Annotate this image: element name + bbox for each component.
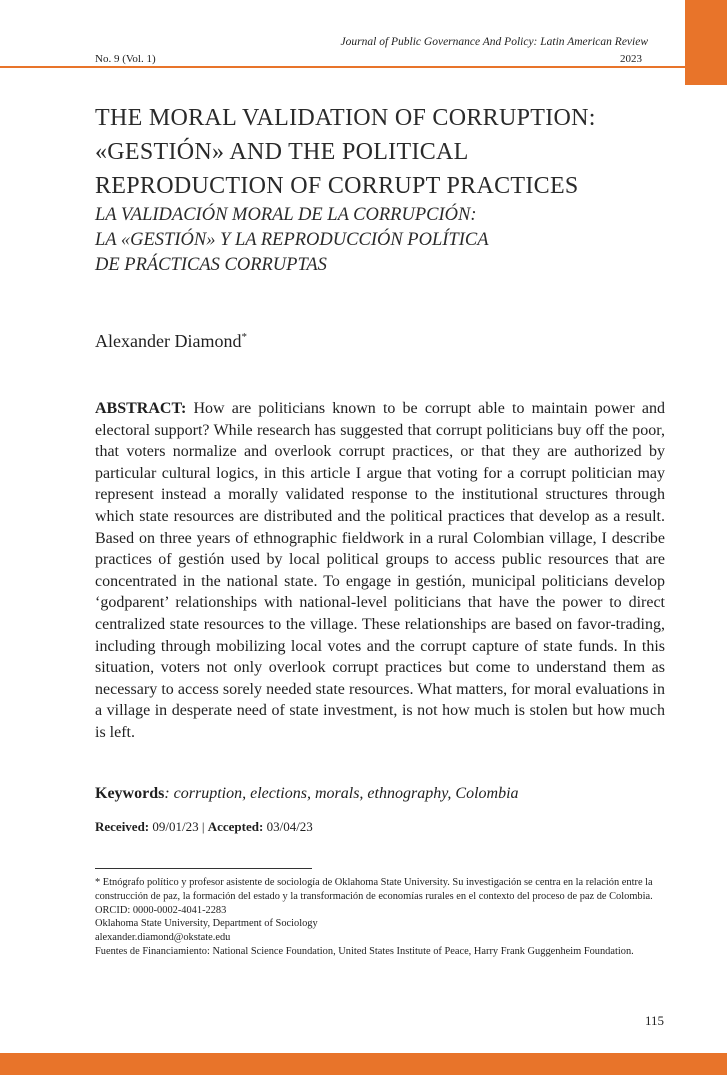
footnote-affiliation: Oklahoma State University, Department of Sociology	[95, 918, 318, 930]
abstract-text: How are politicians known to be corrupt able to maintain power and electoral support? While research has suggested that corrupt politicians buy off the poor, that voters normalize and overlook corrupt practices, or that they are authorized by particular cultural logics, in this article I argue that voting for a corrupt politician may represent instead a morally validated response to the institutional structures through which state resources are distributed and the political practices that develop as a result. Based on three years of ethnographic fieldwork in a rural Colombian village, I describe practices of gestión used by local political groups to access public resources that are concentrated in the national state. To engage in gestión, municipal politicians develop ‘godparent’ relationships with national-level politicians that have the power to direct centralized state resources to the village. These relationships are based on favor-trading, including through mobilizing local votes and the corrupt capture of state funds. In this situation, voters not only overlook corrupt practices but come to understand them as necessary to access sorely needed state resources. What matters, for moral evaluations in a village in desperate need of state investment, is not how much is stolen but how much is left.	[95, 400, 665, 741]
footnote-rule	[95, 868, 312, 869]
keywords-label: Keywords	[95, 785, 165, 802]
title-es-line: LA «GESTIÓN» Y LA REPRODUCCIÓN POLÍTICA	[95, 230, 489, 250]
author-footnote	[95, 876, 667, 959]
article-title-english: THE MORAL VALIDATION OF CORRUPTION: «GESTIÓN» AND THE POLITICAL REPRODUCTION OF CORRUPT PRACTICES	[95, 105, 596, 199]
keywords	[95, 785, 665, 803]
header-accent-tab	[685, 0, 727, 85]
footer-accent-bar	[0, 1053, 727, 1075]
header-rule	[0, 66, 685, 68]
title-es-line: DE PRÁCTICAS CORRUPTAS	[95, 255, 327, 275]
abstract	[95, 398, 665, 744]
footnote-bio: * Etnógrafo político y profesor asistente de sociología de Oklahoma State University. Su investigación se centra en la relación entre la construcción de paz, la formación del estado y la transformación de economías rurales en el contexto del proceso de paz de Colombia.	[95, 877, 653, 902]
title-es-line: LA VALIDACIÓN MORAL DE LA CORRUPCIÓN:	[95, 205, 477, 225]
page-number: 115	[645, 1013, 665, 1028]
footnote-funding: Fuentes de Financiamiento: National Science Foundation, United States Institute of Peace, Harry Frank Guggenheim Foundation.	[95, 945, 634, 957]
issue-number: No. 9 (Vol. 1)	[95, 53, 156, 65]
footnote-orcid: ORCID: 0000-0002-4041-2283	[95, 904, 227, 916]
accepted-label: Accepted:	[207, 819, 264, 834]
date-separator: |	[198, 819, 208, 834]
publication-year: 2023	[620, 53, 642, 65]
article-title-spanish	[95, 203, 655, 278]
footnote-email: alexander.diamond@okstate.edu	[95, 932, 231, 944]
accepted-date: 03/04/23	[263, 819, 313, 834]
article-dates	[95, 819, 313, 835]
journal-title: Journal of Public Governance And Policy: Latin American Review	[340, 36, 648, 48]
author-footnote-mark: *	[241, 331, 247, 343]
author-line	[95, 331, 247, 352]
received-date: 09/01/23	[149, 819, 199, 834]
author-name: Alexander Diamond	[95, 331, 242, 351]
abstract-label: ABSTRACT:	[95, 400, 187, 417]
keywords-list: : corruption, elections, morals, ethnography, Colombia	[164, 785, 519, 802]
received-label: Received:	[95, 819, 150, 834]
